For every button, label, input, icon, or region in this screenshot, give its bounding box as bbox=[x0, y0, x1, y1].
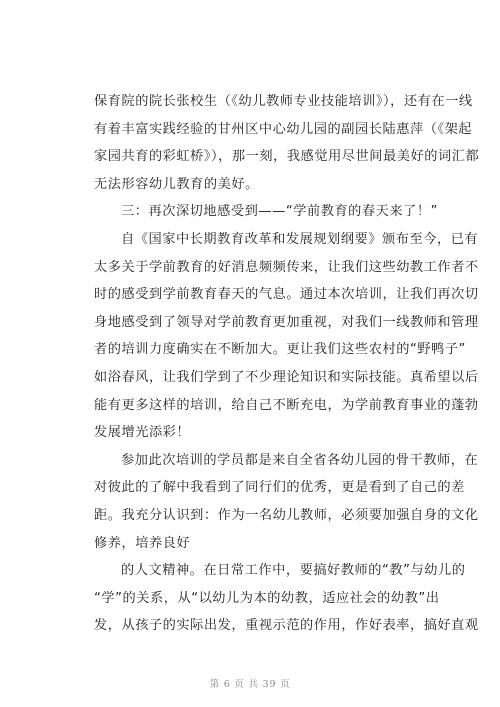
text-line: 发，从孩子的实际出发，重视示范的作用，作好表率，搞好直观 bbox=[94, 618, 479, 634]
text-line: 发展增光添彩！ bbox=[94, 425, 191, 441]
text-line: 如浴春风，让我们学到了不少理论知识和实际技能。真希望以后 bbox=[94, 369, 479, 385]
text-line: 能有更多这样的培训，给自己不断充电，为学前教育事业的蓬勃 bbox=[94, 397, 479, 413]
text-line: 距。我充分认识到：作为一名幼儿教师，必须要加强自身的文化 bbox=[94, 507, 479, 523]
text-line: 修养，培养良好 bbox=[94, 535, 191, 551]
text-line: 对彼此的了解中我看到了同行们的优秀，更是看到了自己的差 bbox=[94, 480, 465, 496]
document-body bbox=[94, 88, 480, 640]
text-line: 的人文精神。在日常工作中，要搞好教师的“教”与幼儿的 bbox=[121, 563, 466, 579]
text-line: 无法形容幼儿教育的美好。 bbox=[94, 176, 259, 192]
text-line: 太多关于学前教育的好消息频频传来，让我们这些幼教工作者不 bbox=[94, 259, 479, 275]
text-line: 自《国家中长期教育改革和发展规划纲要》颁布至今，已有 bbox=[121, 231, 479, 247]
text-line: 参加此次培训的学员都是来自全省各幼儿园的骨干教师，在 bbox=[121, 452, 479, 468]
text-line: 身地感受到了领导对学前教育更加重视，对我们一线教师和管理 bbox=[94, 314, 479, 330]
text-line: 有着丰富实践经验的甘州区中心幼儿园的副园长陆惠萍（《架起 bbox=[94, 121, 473, 137]
text-line: 者的培训力度确实在不断加大。更让我们这些农村的“野鸭子” bbox=[94, 342, 466, 358]
page-number-footer: 第 6 页 共 39 页 bbox=[209, 679, 291, 690]
text-line: 三：再次深切地感受到——“学前教育的春天来了！” bbox=[121, 204, 438, 220]
text-line: 家园共育的彩虹桥》），那一刻，我感觉用尽世间最美好的词汇都 bbox=[94, 149, 480, 165]
text-line: 保育院的院长张校生（《幼儿教师专业技能培训》），还有在一线 bbox=[94, 94, 473, 109]
text-line: “学”的关系，从“以幼儿为本的幼教，适应社会的幼教”出 bbox=[94, 590, 440, 606]
text-line: 时的感受到学前教育春天的气息。通过本次培训，让我们再次切 bbox=[94, 287, 479, 303]
